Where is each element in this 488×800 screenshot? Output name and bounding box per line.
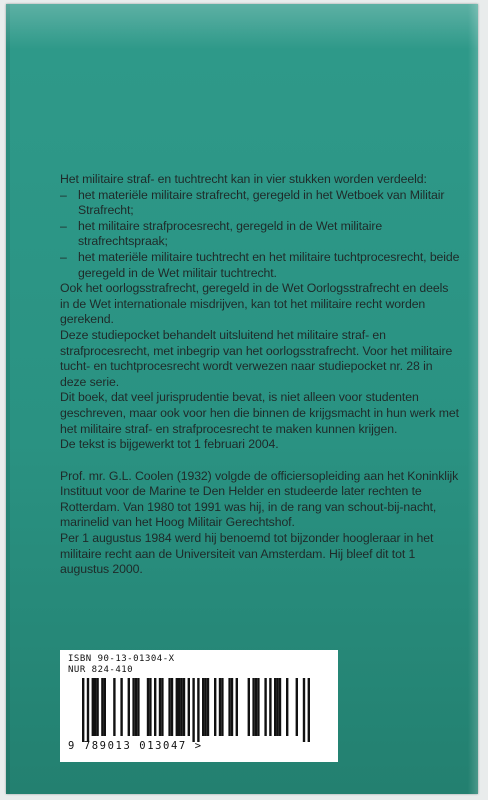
list-item bbox=[60, 188, 460, 219]
barcode-bar bbox=[207, 678, 209, 736]
paragraph-oorlogsstrafrecht: Ook het oorlogsstrafrecht, geregeld in de Wet Oorlogsstrafrecht en deels in de Wet internationale misdrijven, kan tot het militaire recht worden gerekend. bbox=[60, 281, 449, 327]
cover-left-edge bbox=[6, 4, 10, 794]
blurb-intro: Het militaire straf- en tuchtrecht kan in vier stukken worden verdeeld: bbox=[60, 172, 427, 186]
list-item-text: het materiële militaire strafrecht, geregeld in het Wetboek van Militair Strafrecht; bbox=[78, 187, 445, 218]
barcode-bar bbox=[236, 678, 238, 736]
barcode-bar bbox=[147, 678, 149, 736]
barcode-bar bbox=[178, 678, 180, 736]
barcode-bar bbox=[171, 678, 173, 736]
barcode-bar bbox=[192, 678, 194, 742]
barcode-bar bbox=[137, 678, 139, 736]
list-item-text: het materiële militaire tuchtrecht en het militaire tuchtprocesrecht, beide geregeld in de Wet militair tuchtrecht. bbox=[78, 249, 460, 280]
barcode-bars bbox=[68, 678, 330, 742]
barcode-bar bbox=[168, 678, 170, 736]
barcode-bar bbox=[214, 678, 216, 736]
barcode-bar bbox=[257, 678, 259, 736]
barcode-bar bbox=[188, 678, 190, 736]
paragraph-bijgewerkt: De tekst is bijgewerkt tot 1 februari 2004. bbox=[60, 437, 279, 452]
barcode-bar bbox=[274, 678, 276, 736]
barcode-bar bbox=[228, 678, 230, 736]
barcode-bar bbox=[161, 678, 163, 736]
list-dash: – bbox=[60, 249, 67, 264]
barcode-bar bbox=[128, 678, 130, 736]
barcode-bar bbox=[204, 678, 206, 736]
list-dash: – bbox=[60, 218, 67, 233]
barcode-bar bbox=[159, 678, 161, 736]
barcode-bar bbox=[269, 678, 271, 736]
barcode-bar bbox=[303, 678, 305, 742]
barcode-bar bbox=[252, 678, 254, 736]
barcode-bar bbox=[113, 678, 115, 736]
barcode-bar bbox=[248, 678, 250, 736]
barcode-bar bbox=[197, 678, 199, 742]
author-bio-2: Per 1 augustus 1984 werd hij benoemd tot bijzonder hoogleraar in het militaire recht aan de Universiteit van Amsterdam. Hij bleef dit tot 1 augustus 2000. bbox=[60, 531, 434, 577]
author-bio-1: Prof. mr. G.L. Coolen (1932) volgde de officiersopleiding aan het Koninklijk Instituut voor de Marine te Den Helder en studeerde later rechten te Rotterdam. Van 1980 tot 1991 was hij, in de rang van schout-bij-nacht, marinelid van het Hoog Militair Gerechtshof. bbox=[60, 468, 459, 530]
barcode-bar bbox=[286, 678, 288, 736]
barcode-bar bbox=[101, 678, 103, 736]
list-item-text: het militaire strafprocesrecht, geregeld in de Wet militaire strafrechtspraak; bbox=[78, 218, 383, 249]
barcode-bar bbox=[104, 678, 106, 736]
barcode-bar bbox=[221, 678, 223, 736]
barcode-bar bbox=[135, 678, 137, 736]
paragraph-studiepocket: Deze studiepocket behandelt uitsluitend het militaire straf- en strafprocesrecht, met inbegrip van het oorlogsstrafrecht. Voor het militaire tucht- en tuchtprocesrecht wordt verwezen naar studiepocket nr. 28 in deze serie. bbox=[60, 327, 453, 389]
barcode-bar bbox=[276, 678, 278, 736]
list-item bbox=[60, 250, 460, 281]
isbn-number: ISBN 90-13-01304-X bbox=[68, 654, 175, 664]
barcode-bar bbox=[120, 678, 122, 736]
barcode-bar bbox=[82, 678, 84, 742]
barcode-bar bbox=[87, 678, 89, 742]
barcode-bar bbox=[132, 678, 134, 736]
barcode-bar bbox=[92, 678, 94, 736]
barcode-bar bbox=[255, 678, 257, 736]
blurb-list bbox=[60, 188, 460, 282]
barcode-bar bbox=[231, 678, 233, 736]
list-item bbox=[60, 219, 460, 250]
shrink-wrap-glare bbox=[6, 4, 478, 49]
paragraph-boek: Dit boek, dat veel jurisprudentie bevat, is niet alleen voor studenten geschreven, maar ook voor hen die binnen de krijgsmacht in hun werk met het militaire straf- en strafprocesrecht te maken kunnen krijgen. bbox=[60, 390, 459, 436]
barcode-bar bbox=[149, 678, 151, 736]
barcode-bar bbox=[154, 678, 156, 736]
barcode-bar bbox=[94, 678, 96, 736]
barcode-bar bbox=[183, 678, 185, 736]
blurb-text bbox=[60, 172, 460, 578]
barcode-bar bbox=[296, 678, 298, 736]
barcode-bar bbox=[202, 678, 204, 736]
barcode-digits: 9 789013 013047 > bbox=[68, 740, 203, 752]
barcode-bar bbox=[219, 678, 221, 736]
barcode-bar bbox=[279, 678, 281, 736]
barcode-bar bbox=[96, 678, 98, 736]
nur-code: NUR 824-410 bbox=[68, 665, 134, 675]
barcode-bar bbox=[180, 678, 182, 736]
cover-right-edge bbox=[468, 4, 478, 794]
barcode-label bbox=[60, 650, 338, 762]
barcode-bar bbox=[264, 678, 266, 736]
list-dash: – bbox=[60, 187, 67, 202]
barcode-bar bbox=[176, 678, 178, 736]
barcode-bar bbox=[308, 678, 310, 742]
